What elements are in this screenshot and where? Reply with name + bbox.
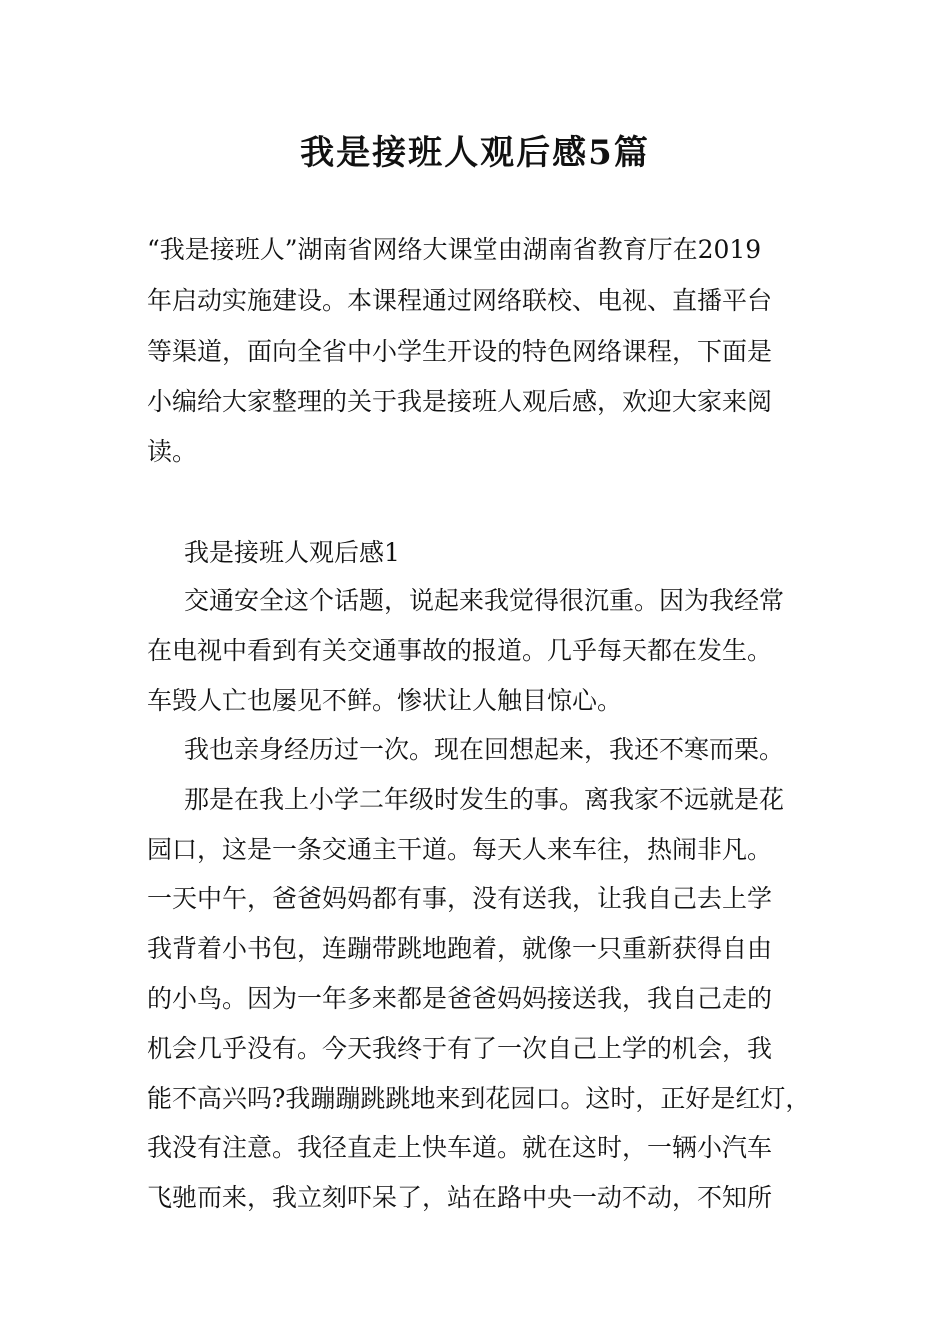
- body-line: 机会几乎没有。今天我终于有了一次自己上学的机会，我: [147, 1034, 773, 1063]
- body-line: 的小鸟。因为一年多来都是爸爸妈妈接送我，我自己走的: [147, 984, 773, 1013]
- body-line: 一天中午，爸爸妈妈都有事，没有送我，让我自己去上学: [147, 884, 773, 913]
- body-line: 我没有注意。我径直走上快车道。就在这时，一辆小汽车: [147, 1133, 773, 1162]
- intro-line: 等渠道，面向全省中小学生开设的特色网络课程，下面是: [147, 337, 773, 366]
- body-line: 交通安全这个话题，说起来我觉得很沉重。因为我经常: [184, 586, 785, 615]
- intro-line: 读。: [147, 437, 198, 466]
- body-line: 我也亲身经历过一次。现在回想起来，我还不寒而栗。: [184, 735, 785, 764]
- body-line: 车毁人亡也屡见不鲜。惨状让人触目惊心。: [147, 686, 623, 715]
- intro-line: 年启动实施建设。本课程通过网络联校、电视、直播平台: [147, 286, 773, 315]
- section-heading: 我是接班人观后感1: [184, 538, 400, 567]
- body-line: 我背着小书包，连蹦带跳地跑着，就像一只重新获得自由: [147, 934, 773, 963]
- body-line: 飞驰而来，我立刻吓呆了，站在路中央一动不动，不知所: [147, 1183, 773, 1212]
- body-line: 那是在我上小学二年级时发生的事。离我家不远就是花: [184, 785, 785, 814]
- document-title: 我是接班人观后感5篇: [300, 133, 650, 173]
- intro-line: 小编给大家整理的关于我是接班人观后感，欢迎大家来阅: [147, 387, 773, 416]
- body-line: 园口，这是一条交通主干道。每天人来车往，热闹非凡。: [147, 835, 773, 864]
- body-line: 能不高兴吗?我蹦蹦跳跳地来到花园口。这时，正好是红灯，: [147, 1084, 811, 1113]
- intro-line: “我是接班人”湖南省网络大课堂由湖南省教育厅在2019: [147, 235, 762, 264]
- body-line: 在电视中看到有关交通事故的报道。几乎每天都在发生。: [147, 636, 773, 665]
